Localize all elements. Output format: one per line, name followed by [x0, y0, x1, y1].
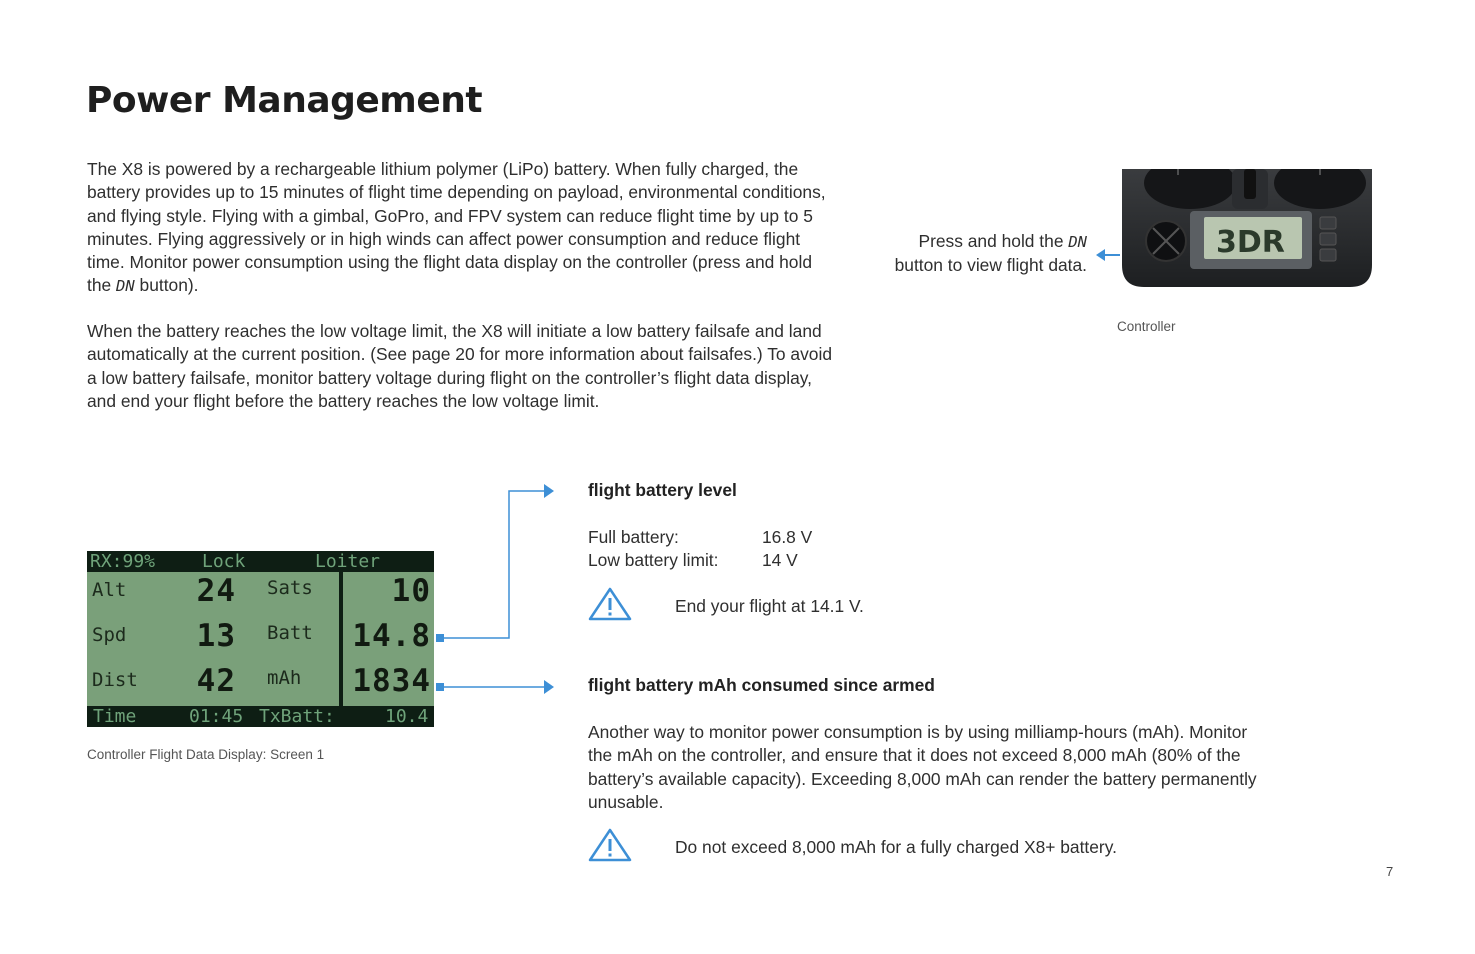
battery-level-table — [588, 526, 812, 573]
battery-level-heading: flight battery level — [588, 480, 737, 500]
mah-body-text: Another way to monitor power consumption is by using milliamp-hours (mAh). Monitor the mAh on the controller, and ensure that it does not exceed 8,000 mAh (80% of the battery’s available capacity). Exceeding 8,000 mAh can render the battery permanently unusable. — [588, 722, 1257, 812]
battery-row — [588, 526, 812, 549]
battery-row-key: Low battery limit: — [588, 550, 719, 571]
lcd-value-dist: 42 — [196, 663, 236, 699]
warning-icon — [587, 827, 633, 863]
lcd-value-sats: 10 — [391, 573, 431, 609]
lcd-label-dist: Dist — [92, 669, 138, 691]
lcd-value-batt: 14.8 — [352, 618, 431, 654]
lcd-label-batt: Batt — [267, 622, 313, 644]
controller-image — [1120, 169, 1374, 291]
lcd-value-spd: 13 — [196, 618, 236, 654]
lcd-mode: Loiter — [315, 551, 381, 572]
lcd-value-mah: 1834 — [352, 663, 431, 699]
lcd-label-sats: Sats — [267, 577, 313, 599]
lcd-time-value: 01:45 — [189, 706, 244, 727]
lcd-txbatt-label: TxBatt: — [259, 706, 335, 727]
page-title: Power Management — [86, 80, 483, 121]
mah-heading: flight battery mAh consumed since armed — [588, 675, 935, 695]
lcd-rx: RX:99% — [90, 551, 156, 572]
battery-warning-text: End your flight at 14.1 V. — [675, 596, 864, 616]
lcd-top-bar — [87, 551, 434, 572]
controller-callout — [850, 230, 1087, 278]
lcd-txbatt-value: 10.4 — [385, 706, 429, 727]
lcd-lock: Lock — [202, 551, 246, 572]
lcd-label-mah: mAh — [267, 667, 302, 689]
page-number: 7 — [1386, 864, 1394, 879]
intro-text: The X8 is powered by a rechargeable lithium polymer (LiPo) battery. When fully charged, the battery provides up to 15 minutes of flight time depending on payload, environmental conditions, and flying style. Flying with a gimbal, GoPro, and FPV system can reduce flight time by up to 5 minutes. Flying aggressively or in high winds can affect power consumption and reduce flight time. Monitor power consumption using the flight data display on the controller (press and hold the — [87, 159, 826, 296]
dn-button-ref: DN — [1068, 233, 1087, 251]
intro-paragraph-2 — [87, 320, 832, 413]
lcd-label-alt: Alt — [92, 579, 127, 601]
lcd-divider — [339, 572, 343, 706]
battery-row-key: Full battery: — [588, 527, 679, 547]
flight-data-display — [87, 551, 434, 727]
connector-lines — [434, 480, 564, 700]
battery-row-value: 14 V — [762, 550, 798, 571]
intro-text-2: When the battery reaches the low voltage limit, the X8 will initiate a low battery failsafe and land automatically at the current position. (See page 20 for more information about failsafes.) To avoid a low battery failsafe, monitor battery voltage during flight on the controller’s flight data display, and end your flight before the battery reaches the low voltage limit. — [87, 321, 832, 411]
lcd-label-spd: Spd — [92, 624, 127, 646]
battery-row — [588, 549, 812, 572]
callout-text-2: button to view flight data. — [894, 255, 1087, 276]
callout-text: Press and hold the — [918, 231, 1069, 251]
controller-logo-text: 3DR — [1216, 225, 1285, 260]
lcd-time-label: Time — [93, 706, 137, 727]
lcd-value-alt: 24 — [196, 573, 236, 609]
battery-row-value: 16.8 V — [762, 527, 813, 547]
intro-text-end: button). — [134, 275, 199, 296]
dn-button-ref: DN — [116, 277, 135, 296]
lcd-bottom-bar — [87, 706, 434, 727]
lcd-caption: Controller Flight Data Display: Screen 1 — [87, 747, 325, 762]
intro-paragraph-1 — [87, 158, 832, 299]
mah-warning-text: Do not exceed 8,000 mAh for a fully charged X8+ battery. — [675, 837, 1117, 857]
controller-caption: Controller — [1117, 319, 1176, 334]
warning-icon — [587, 586, 633, 622]
